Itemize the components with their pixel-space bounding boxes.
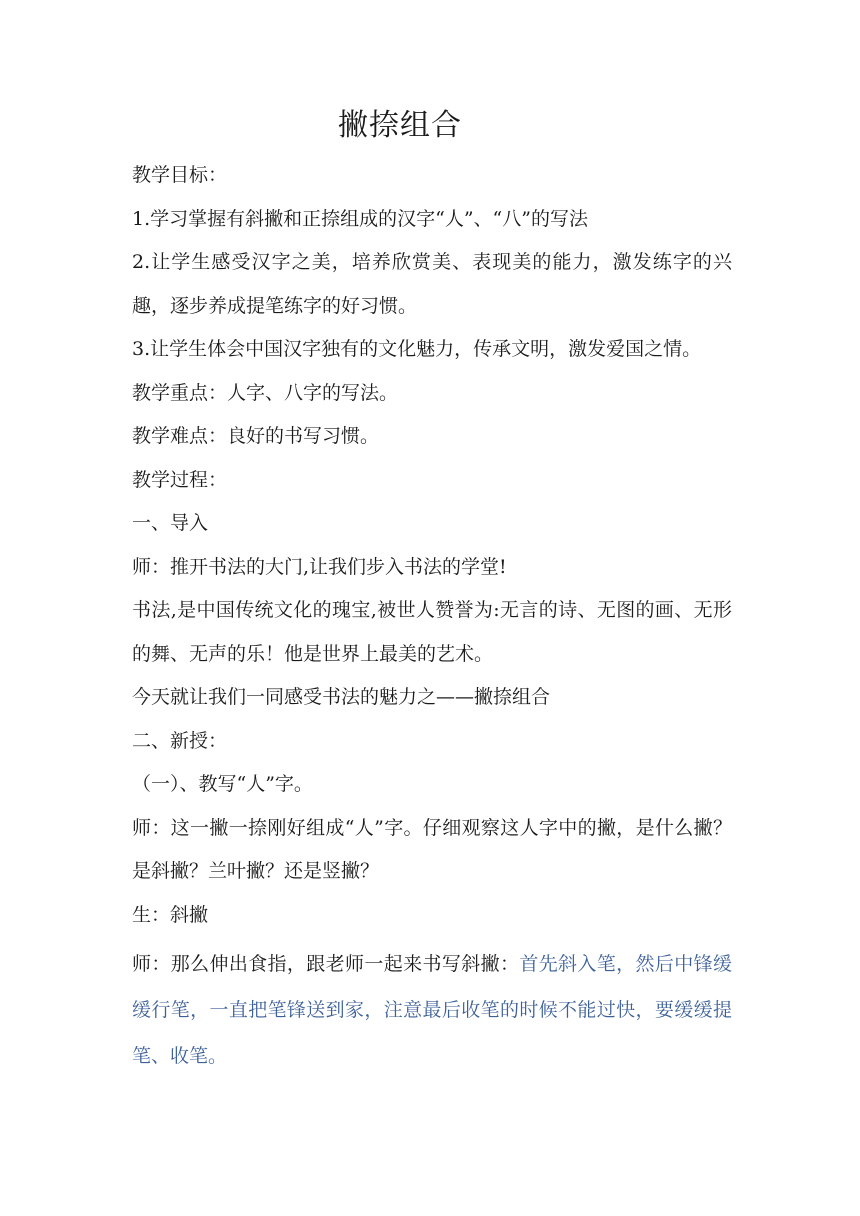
- key-point: 教学重点：人字、八字的写法。: [132, 381, 399, 404]
- subsection-heading-ren: （一）、教写“人”字。: [132, 773, 313, 795]
- document-body: [132, 154, 732, 1079]
- student-answer: 生：斜撇: [132, 903, 209, 926]
- goal-item-2: 2.让学生感受汉字之美，培养欣赏美、表现美的能力，激发练字的兴趣，逐步养成提笔练字的好习惯。: [132, 251, 732, 317]
- goals-heading: 教学目标：: [132, 164, 228, 186]
- section-heading-new: 二、新授：: [132, 729, 228, 752]
- calligraphy-description: 书法,是中国传统文化的瑰宝,被世人赞誉为:无言的诗、无图的画、无形的舞、无声的乐！他是世界上最美的艺术。: [132, 599, 732, 665]
- goal-item-1: 1.学习掌握有斜撇和正捺组成的汉字“人”、“八”的写法: [132, 207, 588, 230]
- teacher-instruction-lead: 师：那么伸出食指，跟老师一起来书写斜撇：: [132, 953, 520, 975]
- today-intro-line: 今天就让我们一同感受书法的魅力之——撇捺组合: [132, 686, 551, 708]
- teacher-instruction: [132, 941, 732, 1079]
- teacher-instruction-highlight: 首先斜入笔，然后中锋缓缓行笔，一直把笔锋送到家，注意最后收笔的时候不能过快，要缓缓提笔、收笔。: [132, 953, 732, 1067]
- teacher-intro-line: 师：推开书法的大门,让我们步入书法的学堂!: [132, 555, 507, 578]
- difficulty-point: 教学难点：良好的书写习惯。: [132, 425, 380, 447]
- goal-item-3: 3.让学生体会中国汉字独有的文化魅力，传承文明，激发爱国之情。: [132, 338, 702, 360]
- page-title: 撇捺组合: [338, 108, 462, 143]
- teacher-question: 师：这一撇一捺刚好组成“人”字。仔细观察这人字中的撇，是什么撇？是斜撇？兰叶撇？还是竖撇？: [132, 816, 732, 882]
- section-heading-intro: 一、导入: [132, 512, 209, 534]
- process-heading: 教学过程：: [132, 468, 228, 491]
